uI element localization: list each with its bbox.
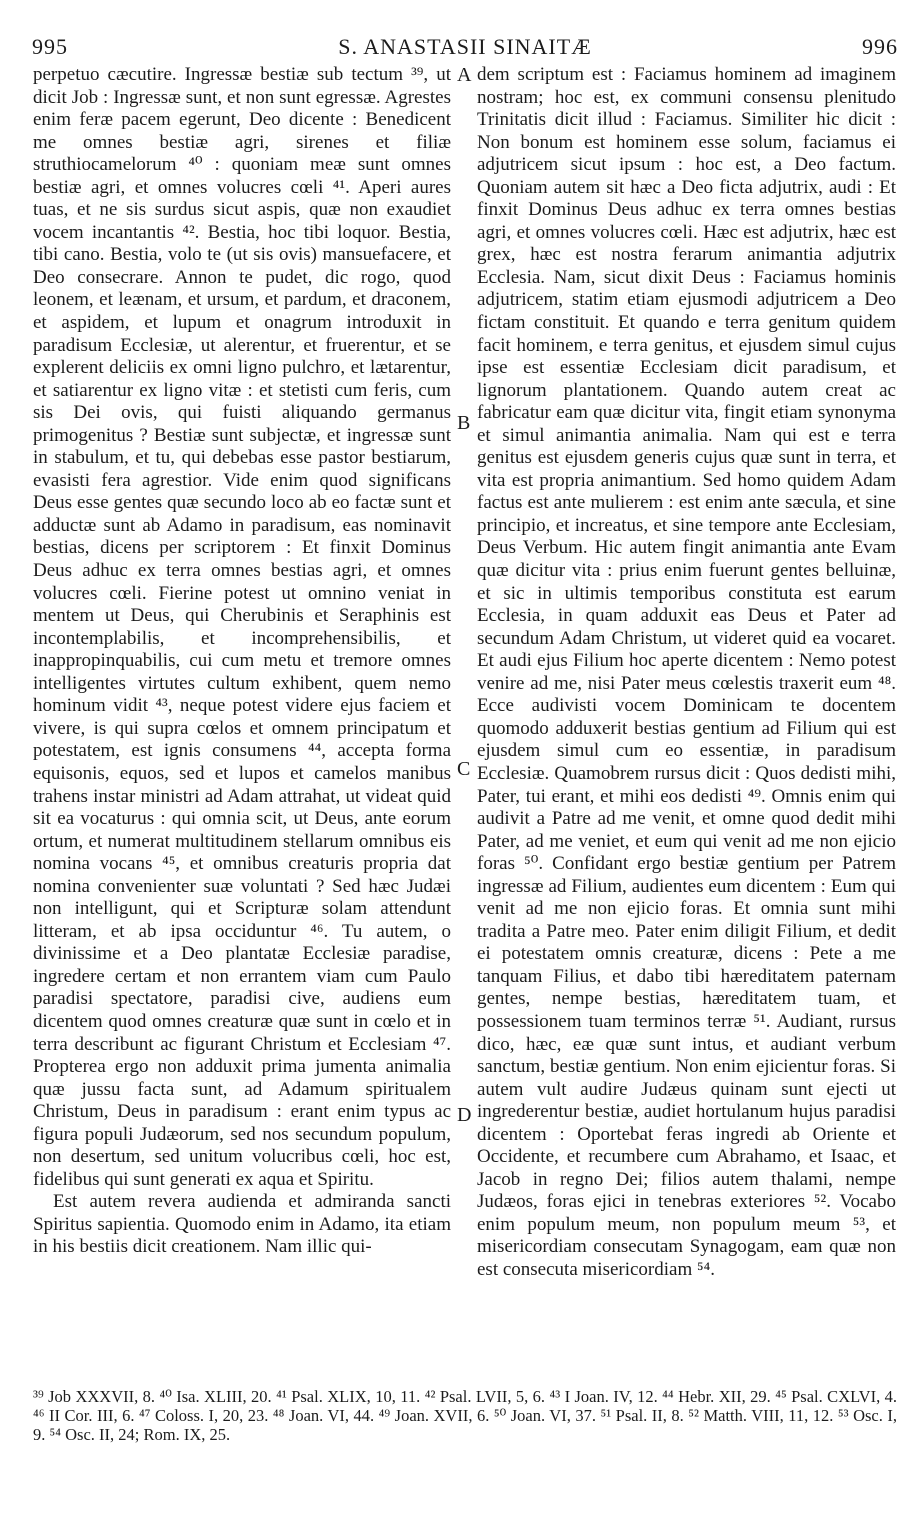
left-paragraph-1: perpetuo cæcutire. Ingressæ bestiæ sub tectum ³⁹, ut dicit Job : Ingressæ sunt, et non sunt egressæ. Agrestes enim feræ pacem egerunt, Deo dicente : Benedicent me omnes bestiæ agri, sirenes et filiæ struthiocamelorum ⁴⁰ : quoniam meæ sunt omnes bestiæ agri, et omnes volucres cœli ⁴¹. Aperi aures tuas, et ne sis surdus sicut aspis, quæ non exaudiet vocem incantantis ⁴². Bestia, hoc tibi loquor. Bestia, tibi cano. Bestia, volo te (ut sis ovis) mansuefacere, et Deo consecrare. Annon te pudet, dic rogo, quod leonem, et leænam, et ursum, et pardum, et draconem, et aspidem, et lupum et onagrum introduxit in paradisum Ecclesiæ, ut alerentur, et fruerentur, et se explerent deliciis ex omni ligno pulchro, et lætarentur, et satiarentur ex ligno vitæ : et stetisti cum feris, cum sis Dei ovis, qui fuisti aliquando germanus primogenitus ? Bestiæ sunt subjectæ, et ingressæ sunt in stabulum, et tu, qui debebas esse pastor bestiarum, evasisti fera agrestior. Vide enim quod significans Deus esse gentes quæ secundo loco ab eo factæ sunt et adductæ sunt ab Adamo in paradisum, eas nominavit bestias, dicens per scriptorem : Et finxit Dominus Deus adhuc ex terra omnes bestias agri, et omnes volucres cœli. Fierine potest ut omnino veniat in mentem ut Deus, qui Cherubinis et Seraphinis est incontemplabilis, et incomprehensibilis, et inappropinquabilis, cui cum metu et tremore omnes intelligentes virtutes cultum exhibent, quem nemo hominum vidit ⁴³, neque potest videre ejus faciem et vivere, is qui supra cœlos et omnem principatum et potestatem, est ignis consumens ⁴⁴, accepta forma equisonis, equos, sed et lupos et camelos manibus trahens instar ministri ad Adam attrahat, ut videat quid sit ea vocaturus : qui omnia scit, ut Deus, ante eorum ortum, et numerat multitudinem stellarum omnibus eis nomina vocans ⁴⁵, et omnibus creaturis propria dat nomina convenienter suæ voluntati ? Sed hæc Judæi non intelligunt, qui et Scripturæ solam attendunt litteram, et ab ipsa occiduntur ⁴⁶. Tu autem, o divinissime et a Deo plantatæ Ecclesiæ paradise, ingredere certam et non errantem viam cum Paulo paradisi spectatore, paradisi cive, audiens eum dicentem quod omnes creaturæ quæ sunt in cœlo et in terra describunt ac figurant Christum et Ecclesiam ⁴⁷. Propterea ergo non adduxit prima jumenta animalia quæ jussu facta sunt, ad Adamum spiritualem Christum, Deus in paradisum : erant enim typus ac figura populi Judæorum, sed nos secundum populum, non desertum, sed unitum volucribus cœli, hoc est, fidelibus qui sunt generati ex aqua et Spiritu. [33, 64, 451, 1190]
left-column [33, 64, 451, 1384]
margin-letter-b: B [457, 412, 471, 434]
page-number-right: 996 [862, 34, 898, 59]
margin-letter-d: D [457, 1104, 472, 1126]
right-paragraph-1: dem scriptum est : Faciamus hominem ad imaginem nostram; hoc est, ex communi consensu plenitudo Trinitatis dicit illud : Faciamus. Similiter hic dicit : Non bonum est hominem esse solum, faciamus ei adjutricem sicut ipsum : hoc est, a Deo factum. Quoniam autem sit hæc a Deo ficta adjutrix, audi : Et finxit Dominus Deus adhuc ex terra omnes bestias agri, et omnes volucres cœli. Hæc est adjutrix, hæc est grex, hæc est nostra ferarum animantia adjutrix Ecclesia. Nam, sicut dixit Deus : Faciamus hominis adjutricem, statim etiam ejusmodi adjutricem a Deo fictam constituit. Et quando e terra genitum quidem facit hominem, e terra genitus, et ejusdem simul cujus ipse est essentiæ Ecclesiam dicit paradisum, et lignorum plantationem. Quando autem creat ac fabricatur eam quæ dicitur vita, fingit etiam synonyma et simul animantia animalia. Nam qui est e terra genitus est ejusdem generis cujus quæ sunt in terra, et vita est propria animantium. Sed homo quidem Adam factus est ante mulierem : est enim ante sæcula, et sine principio, et increatus, et sine tempore ante Ecclesiam, Deus Verbum. Hic autem fingit animantia ante Evam quæ dicitur vita : prius enim fuerunt gentes belluinæ, et sic in ultimis temporibus constituta est earum Ecclesia, in quam adduxit eas Deus et Pater ad secundum Adam Christum, ut videret quid ea vocaret. Et audi ejus Filium hoc aperte dicentem : Nemo potest venire ad me, nisi Pater meus cœlestis traxerit eum ⁴⁸. Ecce audivisti vocem Dominicam te docentem quomodo adduxerit bestias gentium ad Filium qui est ejusdem simul cum eo essentiæ, in paradisum Ecclesiæ. Quamobrem rursus dicit : Quos dedisti mihi, Pater, tui erant, et mihi eos dedisti ⁴⁹. Omnis enim qui audivit a Patre ad me venit, et omne quod dedit mihi Pater, ad me veniet, et eum qui venit ad me non ejicio foras ⁵⁰. Confidant ergo bestiæ gentium per Patrem ingressæ ad Filium, audientes eum dicentem : Eum qui venit ad me non ejicio foras. Et omnia sunt mihi tradita a Patre meo. Pater enim diligit Filium, et dedit ei potestatem omnis creaturæ, dicens : Pete a me tanquam Filius, et dabo tibi hæreditatem paternam gentes, nempe bestias, hæreditatem tuam, et possessionem tuam terminos terræ ⁵¹. Audiant, rursus dico, hæc, eæ quæ sunt intus, et audiant verbum sanctum, bestiæ gentium. Non enim ejicientur foras. Si autem vult audire Judæus quinam sunt ejecti ut ingrederentur bestiæ, audiet hortulanum hujus paradisi dicentem : Oportebat feras ingredi ab Oriente et Occidente, et recumbere cum Abrahamo, et Isaac, et Jacob in regno Dei; filios autem thalami, nempe Judæos, foras ejici in tenebras exteriores ⁵². Vocabo enim populum meum, non populum meum ⁵³, et misericordiam consecutam Synagogam, eam quæ non est consecuta misericordiam ⁵⁴. [477, 64, 896, 1280]
right-column [477, 64, 896, 1384]
left-paragraph-2: Est autem revera audienda et admiranda sancti Spiritus sapientia. Quomodo enim in Adamo, ita etiam in his bestiis dicit creationem. Nam illic qui- [33, 1191, 451, 1258]
running-header [32, 34, 898, 64]
running-title: S. ANASTASII SINAITÆ [338, 34, 592, 59]
footnotes: ³⁹ Job XXXVII, 8. ⁴⁰ Isa. XLIII, 20. ⁴¹ Psal. XLIX, 10, 11. ⁴² Psal. LVII, 5, 6. ⁴³ I Joan. IV, 12. ⁴⁴ Hebr. XII, 29. ⁴⁵ Psal. CXLVI, 4. ⁴⁶ II Cor. III, 6. ⁴⁷ Coloss. I, 20, 23. ⁴⁸ Joan. VI, 44. ⁴⁹ Joan. XVII, 6. ⁵⁰ Joan. VI, 37. ⁵¹ Psal. II, 8. ⁵² Matth. VIII, 11, 12. ⁵³ Osc. I, 9. ⁵⁴ Osc. II, 24; Rom. IX, 25. [33, 1387, 897, 1444]
page-number-left: 995 [32, 34, 68, 59]
margin-letter-a: A [457, 64, 472, 86]
margin-letter-c: C [457, 758, 471, 780]
